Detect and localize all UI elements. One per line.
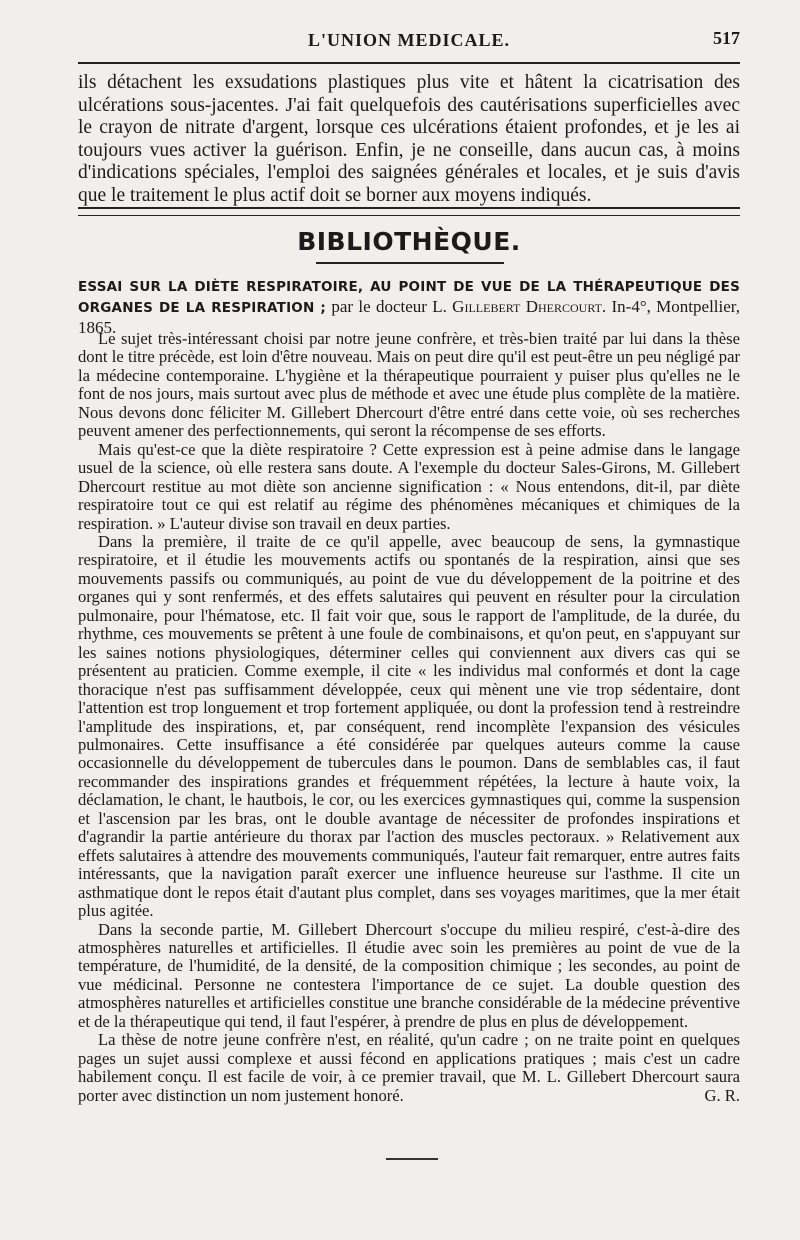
publication-info: In-4°, Montpellier, 1865.	[78, 297, 741, 337]
review-paragraph: La thèse de notre jeune confrère n'est, en réalité, qu'un cadre ; on ne traite point en quelques pages un sujet aussi complexe et aussi fécond en applications pratiques ; mais c'est un cadre habilement conçu. Il est facile de voir, à ce premier travail, que M. L. Gillebert Dhercourt saura porter avec distinction un nom justement honoré.	[78, 1030, 740, 1105]
book-author: L. Gillebert Dhercourt.	[432, 297, 607, 316]
intro-paragraph: ils détachent les exsudations plastiques plus vite et hâtent la cicatrisation des ulcérations sous-jacentes. J'ai fait quelquefois des cautérisations superficielles avec le crayon de nitrate d'argent, lorsque ces ulcérations étaient profondes, et je les ai toujours vues activer la guérison. Enfin, je ne conseille, dans aucun cas, à moins d'indications spéciales, l'emploi des saignées générales et locales, et je suis d'avis que le traitement le plus actif doit se borner aux moyens indiqués.	[78, 72, 740, 206]
title-underline	[316, 262, 504, 264]
review-paragraph: Le sujet très-intéressant choisi par notre jeune confrère, et très-bien traité par lui dans la thèse dont le titre précède, est loin d'être nouveau. Mais on peut dire qu'il est peut-être un peu négligé par la médecine contemporaine. L'hygiène et la thérapeutique pourraient y puiser plus qu'elles ne le font de nos jours, mais surtout avec plus de méthode et avec une étude plus complète de la matière. Nous devons donc féliciter M. Gillebert Dhercourt d'être entré dans cette voie, où ses recherches peuvent amener des perfectionnements, qui seront la récompense de ses efforts.	[78, 329, 740, 441]
signature: G. R.	[704, 1085, 740, 1105]
header-rule	[78, 62, 740, 64]
book-title: ESSAI SUR LA DIÈTE RESPIRATOIRE, AU POINT DE VUE DE LA THÉRAPEUTIQUE DES ORGANES DE LA RESPIRATION ;	[78, 279, 740, 316]
heading-by: par le docteur	[326, 297, 433, 316]
page-number: 517	[713, 28, 740, 48]
running-title: L'UNION MEDICALE.	[307, 30, 511, 50]
review-paragraph: Dans la seconde partie, M. Gillebert Dhercourt s'occupe du milieu respiré, c'est-à-dire des atmosphères naturelles et artificielles. Il étudie avec soin les premières au point de vue de la température, de l'humidité, de la densité, de la composition chimique ; les secondes, au point de vue médicinal. Personne ne contestera l'importance de ce sujet. La double question des atmosphères naturelles et artificielles constitue une branche considérable de la médecine préventive et de la thérapeutique qui tend, il faut l'espérer, à prendre de plus en plus de développement.	[78, 919, 740, 1031]
section-title: BIBLIOTHÈQUE.	[297, 227, 521, 256]
review-body	[78, 330, 740, 1105]
review-paragraph: Mais qu'est-ce que la diète respiratoire ? Cette expression est à peine admise dans le langage usuel de la science, où elle restera sans doute. A l'exemple du docteur Sales-Girons, M. Gillebert Dhercourt restitue au mot diète son ancienne signification : « Nous entendons, dit-il, par diète respiratoire tout ce qui est relatif au régime des phénomènes mécaniques et chimiques de la respiration. » L'auteur divise son travail en deux parties.	[78, 439, 740, 533]
page-header	[78, 26, 740, 54]
review-paragraph-last	[78, 1031, 740, 1105]
section-divider	[78, 207, 740, 216]
review-paragraph: Dans la première, il traite de ce qu'il appelle, avec beaucoup de sens, la gymnastique respiratoire, et il étudie les mouvements actifs ou spontanés de la respiration, ainsi que ses mouvements passifs ou communiqués, au point de vue du développement de la poitrine et des organes qui y sont renfermés, et des effets salutaires qui peuvent en résulter pour la circulation pulmonaire, pour l'hématose, etc. Il fait voir que, sous le rapport de l'amplitude, de la durée, du rhythme, ces mouvements se prêtent à une foule de combinaisons, et qu'on peut, en s'appuyant sur les saines notions physiologiques, déterminer celles qui conviennent aux divers cas qui se présentent au praticien. Comme exemple, il cite « les individus mal conformés et dont la cage thoracique n'est pas suffisamment développée, ceux qui mènent une vie trop sédentaire, dont l'attention est trop longuement et trop fortement appliquée, ou dont la profession tend à restreindre l'amplitude des inspirations, et, par conséquent, rend incomplète l'expansion des vésicules pulmonaires. Cette insuffisance a été considérée par quelques auteurs comme la cause occasionnelle du développement de tubercules dans le poumon. Dans de semblables cas, il faut recommander des inspirations grandes et fréquemment répétées, la lecture à haute voix, la déclamation, le chant, le hautbois, le cor, ou les exercices gymnastiques qui, comme la suspension et l'ascension par les bras, ont le double avantage de nécessiter de profondes inspirations et d'agrandir la partie antérieure du thorax par l'action des muscles pectoraux. » Relativement aux effets salutaires à attendre des mouvements communiqués, l'auteur fait remarquer, entre autres faits intéressants, que la navigation paraît exercer une influence heureuse sur l'asthme. Il cite un asthmatique dont le repos était d'autant plus complet, dans ses voyages maritimes, que la mer était plus agitée.	[78, 531, 740, 921]
end-rule	[386, 1158, 438, 1160]
